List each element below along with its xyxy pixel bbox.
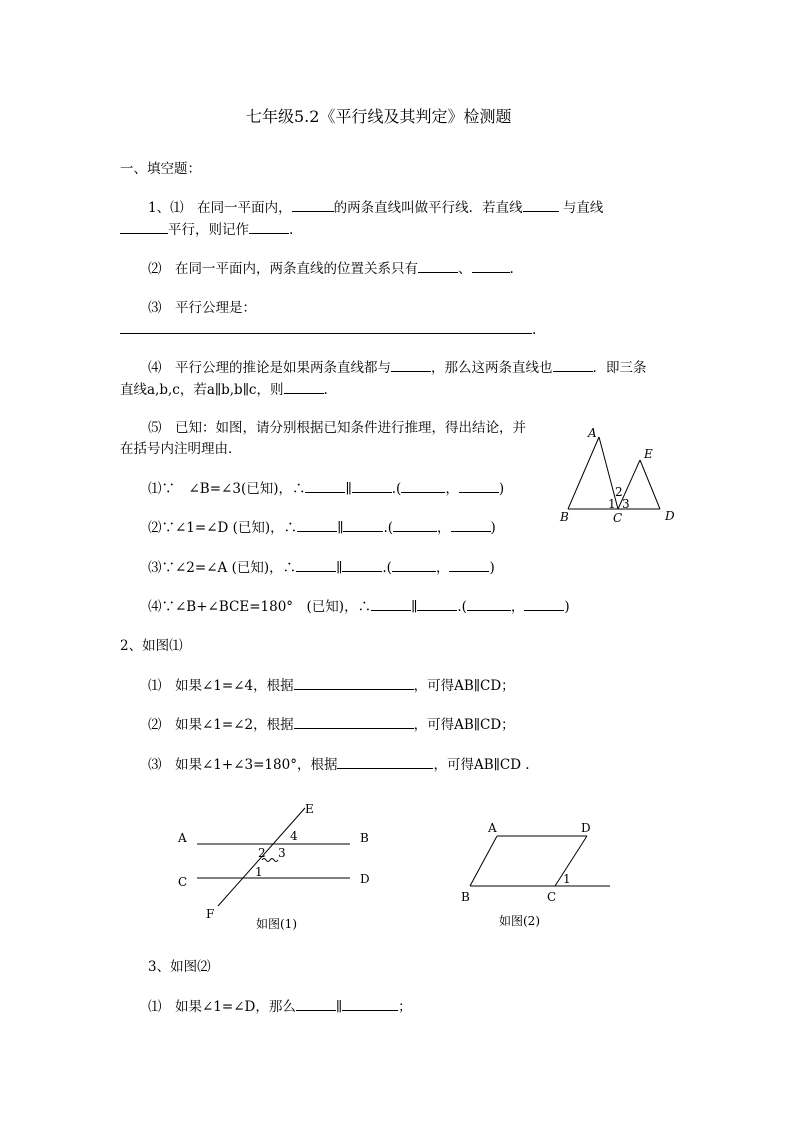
s2-item-2 (148, 715, 515, 734)
angle-1: 1 (563, 872, 571, 886)
q5-open-paren: ( (387, 520, 394, 536)
label-f: F (206, 907, 215, 921)
s2-item-post: ，可得AB∥CD； (413, 717, 515, 733)
label-b: B (360, 831, 369, 845)
q1-text-d: 平行，则记作 (168, 222, 249, 238)
blank[interactable] (296, 997, 336, 1011)
figure-1 (170, 798, 390, 938)
parallel-symbol: ∥ (336, 560, 343, 576)
blank[interactable] (391, 358, 431, 372)
label-a: A (488, 821, 497, 835)
q5-item-cond: ⑴∵ ∠B=∠3(已知)，∴ (148, 481, 306, 497)
s2-item-post: ，可得AB∥CD； (413, 678, 515, 694)
q5-period: . (383, 520, 388, 536)
q4-text-b: ，那么这两条直线也 (431, 360, 553, 376)
blank[interactable] (296, 558, 336, 572)
label-c: C (613, 511, 623, 525)
section1-heading: 一、填空题： (120, 161, 201, 177)
section2-heading: 2、如图⑴ (120, 638, 183, 654)
q5-item-4 (148, 597, 570, 616)
label-c: C (547, 890, 557, 904)
angle-2: 2 (615, 485, 623, 499)
q3-end: . (532, 322, 537, 338)
blank[interactable] (459, 479, 499, 493)
label-e: E (644, 447, 653, 461)
q3-answer-line (120, 320, 536, 339)
blank[interactable] (449, 558, 489, 572)
blank[interactable] (337, 755, 433, 769)
q5-item-2 (148, 518, 496, 537)
label-d: D (665, 509, 675, 523)
s3-item-1 (148, 997, 412, 1016)
line-ba (568, 437, 599, 509)
blank[interactable] (392, 558, 436, 572)
s3-item-post: ； (398, 999, 412, 1015)
q5-comma: ， (445, 481, 459, 497)
blank[interactable] (472, 259, 510, 273)
q1-line1 (148, 198, 603, 217)
blank[interactable] (294, 676, 414, 690)
label-b: B (560, 510, 569, 524)
angle-1: 1 (255, 865, 263, 879)
q4-text-d: 直线a,b,c，若a∥b,b∥c，则 (120, 382, 284, 398)
blank[interactable] (371, 597, 411, 611)
q4-text-c: ．即三条 (592, 360, 647, 376)
q5-line2: 在括号内注明理由． (120, 441, 242, 457)
parallel-symbol: ∥ (335, 999, 343, 1015)
q1-text-c: 与直线 (562, 200, 604, 216)
blank[interactable] (292, 198, 334, 212)
page-title: 七年级5.2《平行线及其判定》检测题 (246, 107, 512, 126)
q1-line2 (120, 220, 293, 239)
q2-sep: 、 (458, 261, 472, 277)
q5-item-1 (148, 479, 504, 498)
q5-item-cond: ⑷∵∠B+∠BCE=180° (已知)，∴ (148, 599, 372, 615)
angle-3: 3 (278, 846, 286, 860)
q1-text-b: 的两条直线叫做平行线．若直线 (333, 200, 523, 216)
s2-item-pre: ⑴ 如果∠1=∠4，根据 (148, 678, 294, 694)
angle-2: 2 (258, 846, 266, 860)
blank[interactable] (467, 597, 511, 611)
s2-item-pre: ⑶ 如果∠1+∠3=180°，根据 (148, 757, 338, 773)
label-d: D (360, 872, 370, 886)
q5-item-cond: ⑶∵∠2=∠A (已知)，∴ (148, 560, 297, 576)
q5-period: . (391, 481, 397, 497)
blank[interactable] (393, 518, 437, 532)
figure-2 (455, 818, 625, 933)
label-a: A (178, 831, 187, 845)
blank[interactable] (284, 380, 324, 394)
blank[interactable] (523, 198, 559, 212)
blank[interactable] (297, 518, 337, 532)
s2-item-pre: ⑵ 如果∠1=∠2，根据 (148, 717, 294, 733)
q5-close-paren: ) (564, 599, 570, 615)
line-dc (555, 836, 587, 886)
angle-3: 3 (622, 497, 630, 511)
q5-period: . (382, 560, 387, 576)
q5-close-paren: ) (490, 520, 496, 536)
blank[interactable] (352, 479, 392, 493)
q5-item-cond: ⑵∵∠1=∠D (已知)，∴ (148, 520, 298, 536)
angle-4: 4 (290, 829, 298, 843)
blank[interactable] (305, 479, 345, 493)
s2-item-1 (148, 676, 515, 695)
parallel-symbol: ∥ (337, 520, 344, 536)
blank[interactable] (417, 597, 457, 611)
q4-line1 (148, 358, 647, 377)
q5-open-paren: ( (396, 481, 402, 497)
q5-close-paren: ) (498, 481, 505, 497)
label-b: B (461, 890, 470, 904)
blank[interactable] (342, 558, 382, 572)
q5-comma: ， (510, 599, 525, 615)
label-c: C (178, 875, 188, 889)
blank[interactable] (294, 715, 414, 729)
label-d: D (581, 821, 591, 835)
q5-comma: ， (437, 520, 451, 536)
q4-line2 (120, 380, 328, 399)
s2-item-3 (148, 755, 530, 774)
q1-end: . (289, 222, 294, 238)
q5-comma: ， (435, 560, 450, 576)
blank[interactable] (343, 518, 383, 532)
blank[interactable] (342, 997, 398, 1011)
q3-line: ⑶ 平行公理是： (148, 300, 256, 316)
angle-1: 1 (608, 497, 616, 511)
s2-item-post: ，可得AB∥CD . (433, 757, 530, 773)
q4-end: . (323, 382, 328, 398)
label-a: A (588, 426, 597, 440)
q5-open-paren: ( (386, 560, 392, 576)
q4-text-a: ⑷ 平行公理的推论是如果两条直线都与 (148, 360, 391, 376)
q5-period: . (457, 599, 462, 615)
q5-item-3 (148, 558, 495, 577)
blank[interactable] (401, 479, 445, 493)
label-e: E (305, 802, 314, 816)
q5-line1: ⑸ 已知：如图，请分别根据已知条件进行推理，得出结论，并 (148, 420, 526, 436)
q5-open-paren: ( (461, 599, 467, 615)
blank[interactable] (120, 320, 532, 334)
line-ed (640, 460, 660, 509)
triangle-figure (550, 420, 690, 530)
q2-text-a: ⑵ 在同一平面内，两条直线的位置关系只有 (148, 261, 418, 277)
s3-item-pre: ⑴ 如果∠1=∠D，那么 (148, 999, 296, 1015)
line-ab (470, 836, 497, 886)
blank[interactable] (524, 597, 564, 611)
q5-close-paren: ) (489, 560, 495, 576)
blank[interactable] (451, 518, 491, 532)
blank[interactable] (418, 259, 458, 273)
q2-line (148, 259, 514, 278)
blank[interactable] (553, 358, 593, 372)
section3-heading: 3、如图⑵ (148, 959, 211, 975)
figure-2-caption: 如图(2) (499, 914, 540, 928)
parallel-symbol: ∥ (345, 481, 352, 497)
q2-end: . (509, 261, 514, 277)
q1-text-a: 1、⑴ 在同一平面内， (148, 200, 292, 216)
blank[interactable] (120, 220, 168, 234)
figure-1-caption: 如图(1) (256, 917, 297, 931)
parallel-symbol: ∥ (411, 599, 418, 615)
blank[interactable] (249, 220, 289, 234)
